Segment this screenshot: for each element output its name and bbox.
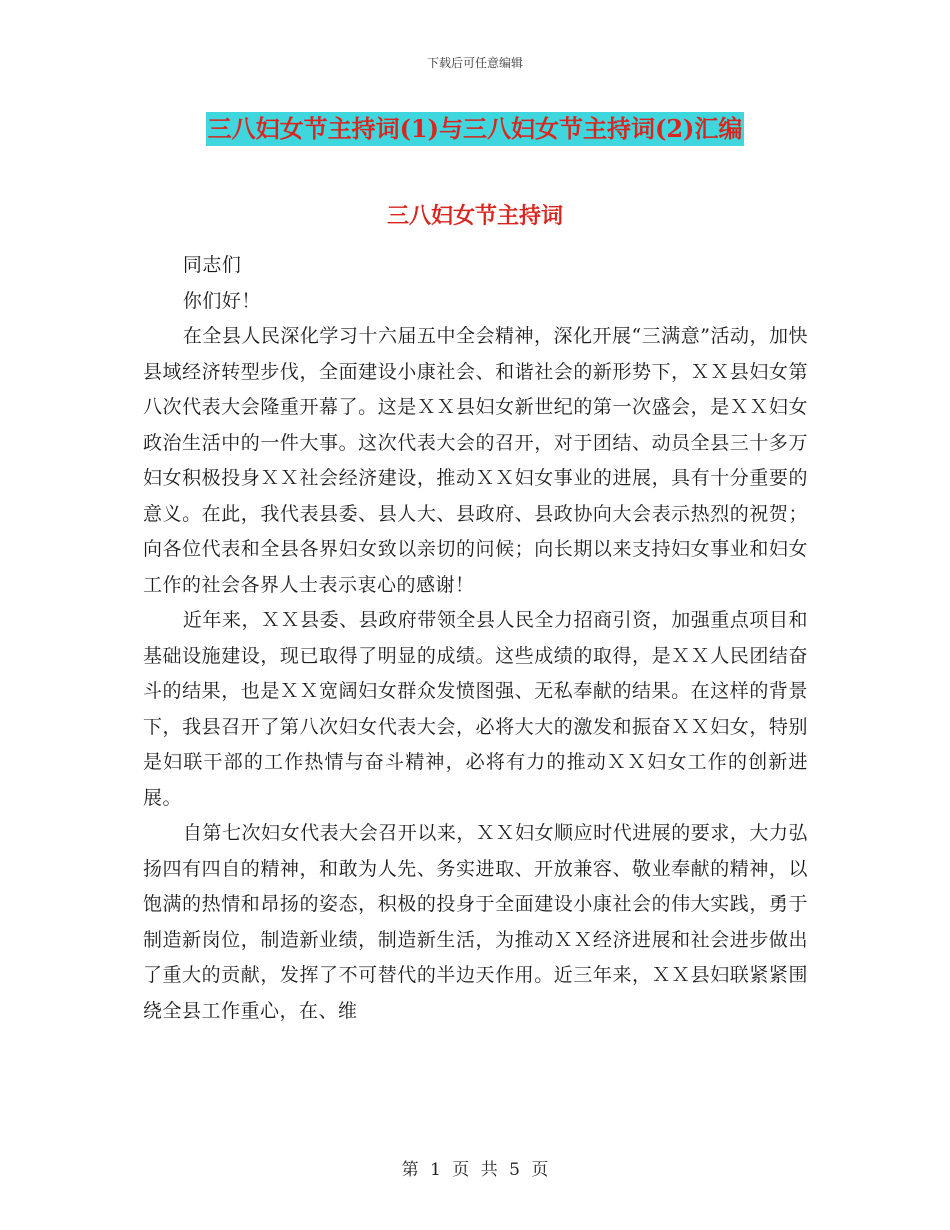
paragraph: 在全县人民深化学习十六届五中全会精神，深化开展“三满意”活动，加快县域经济转型步伐，全面建设小康社会、和谐社会的新形势下，ＸＸ县妇女第八次代表大会隆重开幕了。这是ＸＸ县妇女新世纪的第一次盛会，是ＸＸ妇女政治生活中的一件大事。这次代表大会的召开，对于团结、动员全县三十多万妇女积极投身ＸＸ社会经济建设，推动ＸＸ妇女事业的进展，具有十分重要的意义。在此，我代表县委、县人大、县政府、县政协向大会表示热烈的祝贺；向各位代表和全县各界妇女致以亲切的问候；向长期以来支持妇女事业和妇女工作的社会各界人士表示衷心的感谢！ bbox=[143, 325, 808, 596]
page-footer: 第 1 页 共 5 页 bbox=[401, 1160, 549, 1180]
body-text bbox=[143, 248, 808, 1029]
header-note: 下载后可任意编辑 bbox=[426, 56, 523, 70]
paragraph: 同志们 bbox=[182, 254, 242, 276]
document-title: 三八妇女节主持词(1)与三八妇女节主持词(2)汇编 bbox=[206, 112, 745, 146]
paragraph: 近年来，ＸＸ县委、县政府带领全县人民全力招商引资，加强重点项目和基础设施建设，现已取得了明显的成绩。这些成绩的取得，是ＸＸ人民团结奋斗的结果，也是ＸＸ宽阔妇女群众发愤图强、无私奉献的结果。在这样的背景下，我县召开了第八次妇女代表大会，必将大大的激发和振奋ＸＸ妇女，特别是妇联干部的工作热情与奋斗精神，必将有力的推动ＸＸ妇女工作的创新进展。 bbox=[143, 609, 808, 809]
section-title: 三八妇女节主持词 bbox=[386, 203, 563, 229]
paragraph: 你们好！ bbox=[182, 289, 261, 312]
paragraph: 自第七次妇女代表大会召开以来，ＸＸ妇女顺应时代进展的要求，大力弘扬四有四自的精神，和敢为人先、务实进取、开放兼容、敬业奉献的精神，以饱满的热情和昂扬的姿态，积极的投身于全面建设小康社会的伟大实践，勇于制造新岗位，制造新业绩，制造新生活，为推动ＸＸ经济进展和社会进步做出了重大的贡献，发挥了不可替代的半边天作用。近三年来，ＸＸ县妇联紧紧围绕全县工作重心，在、维 bbox=[143, 822, 808, 1022]
document-title-container bbox=[0, 112, 950, 146]
